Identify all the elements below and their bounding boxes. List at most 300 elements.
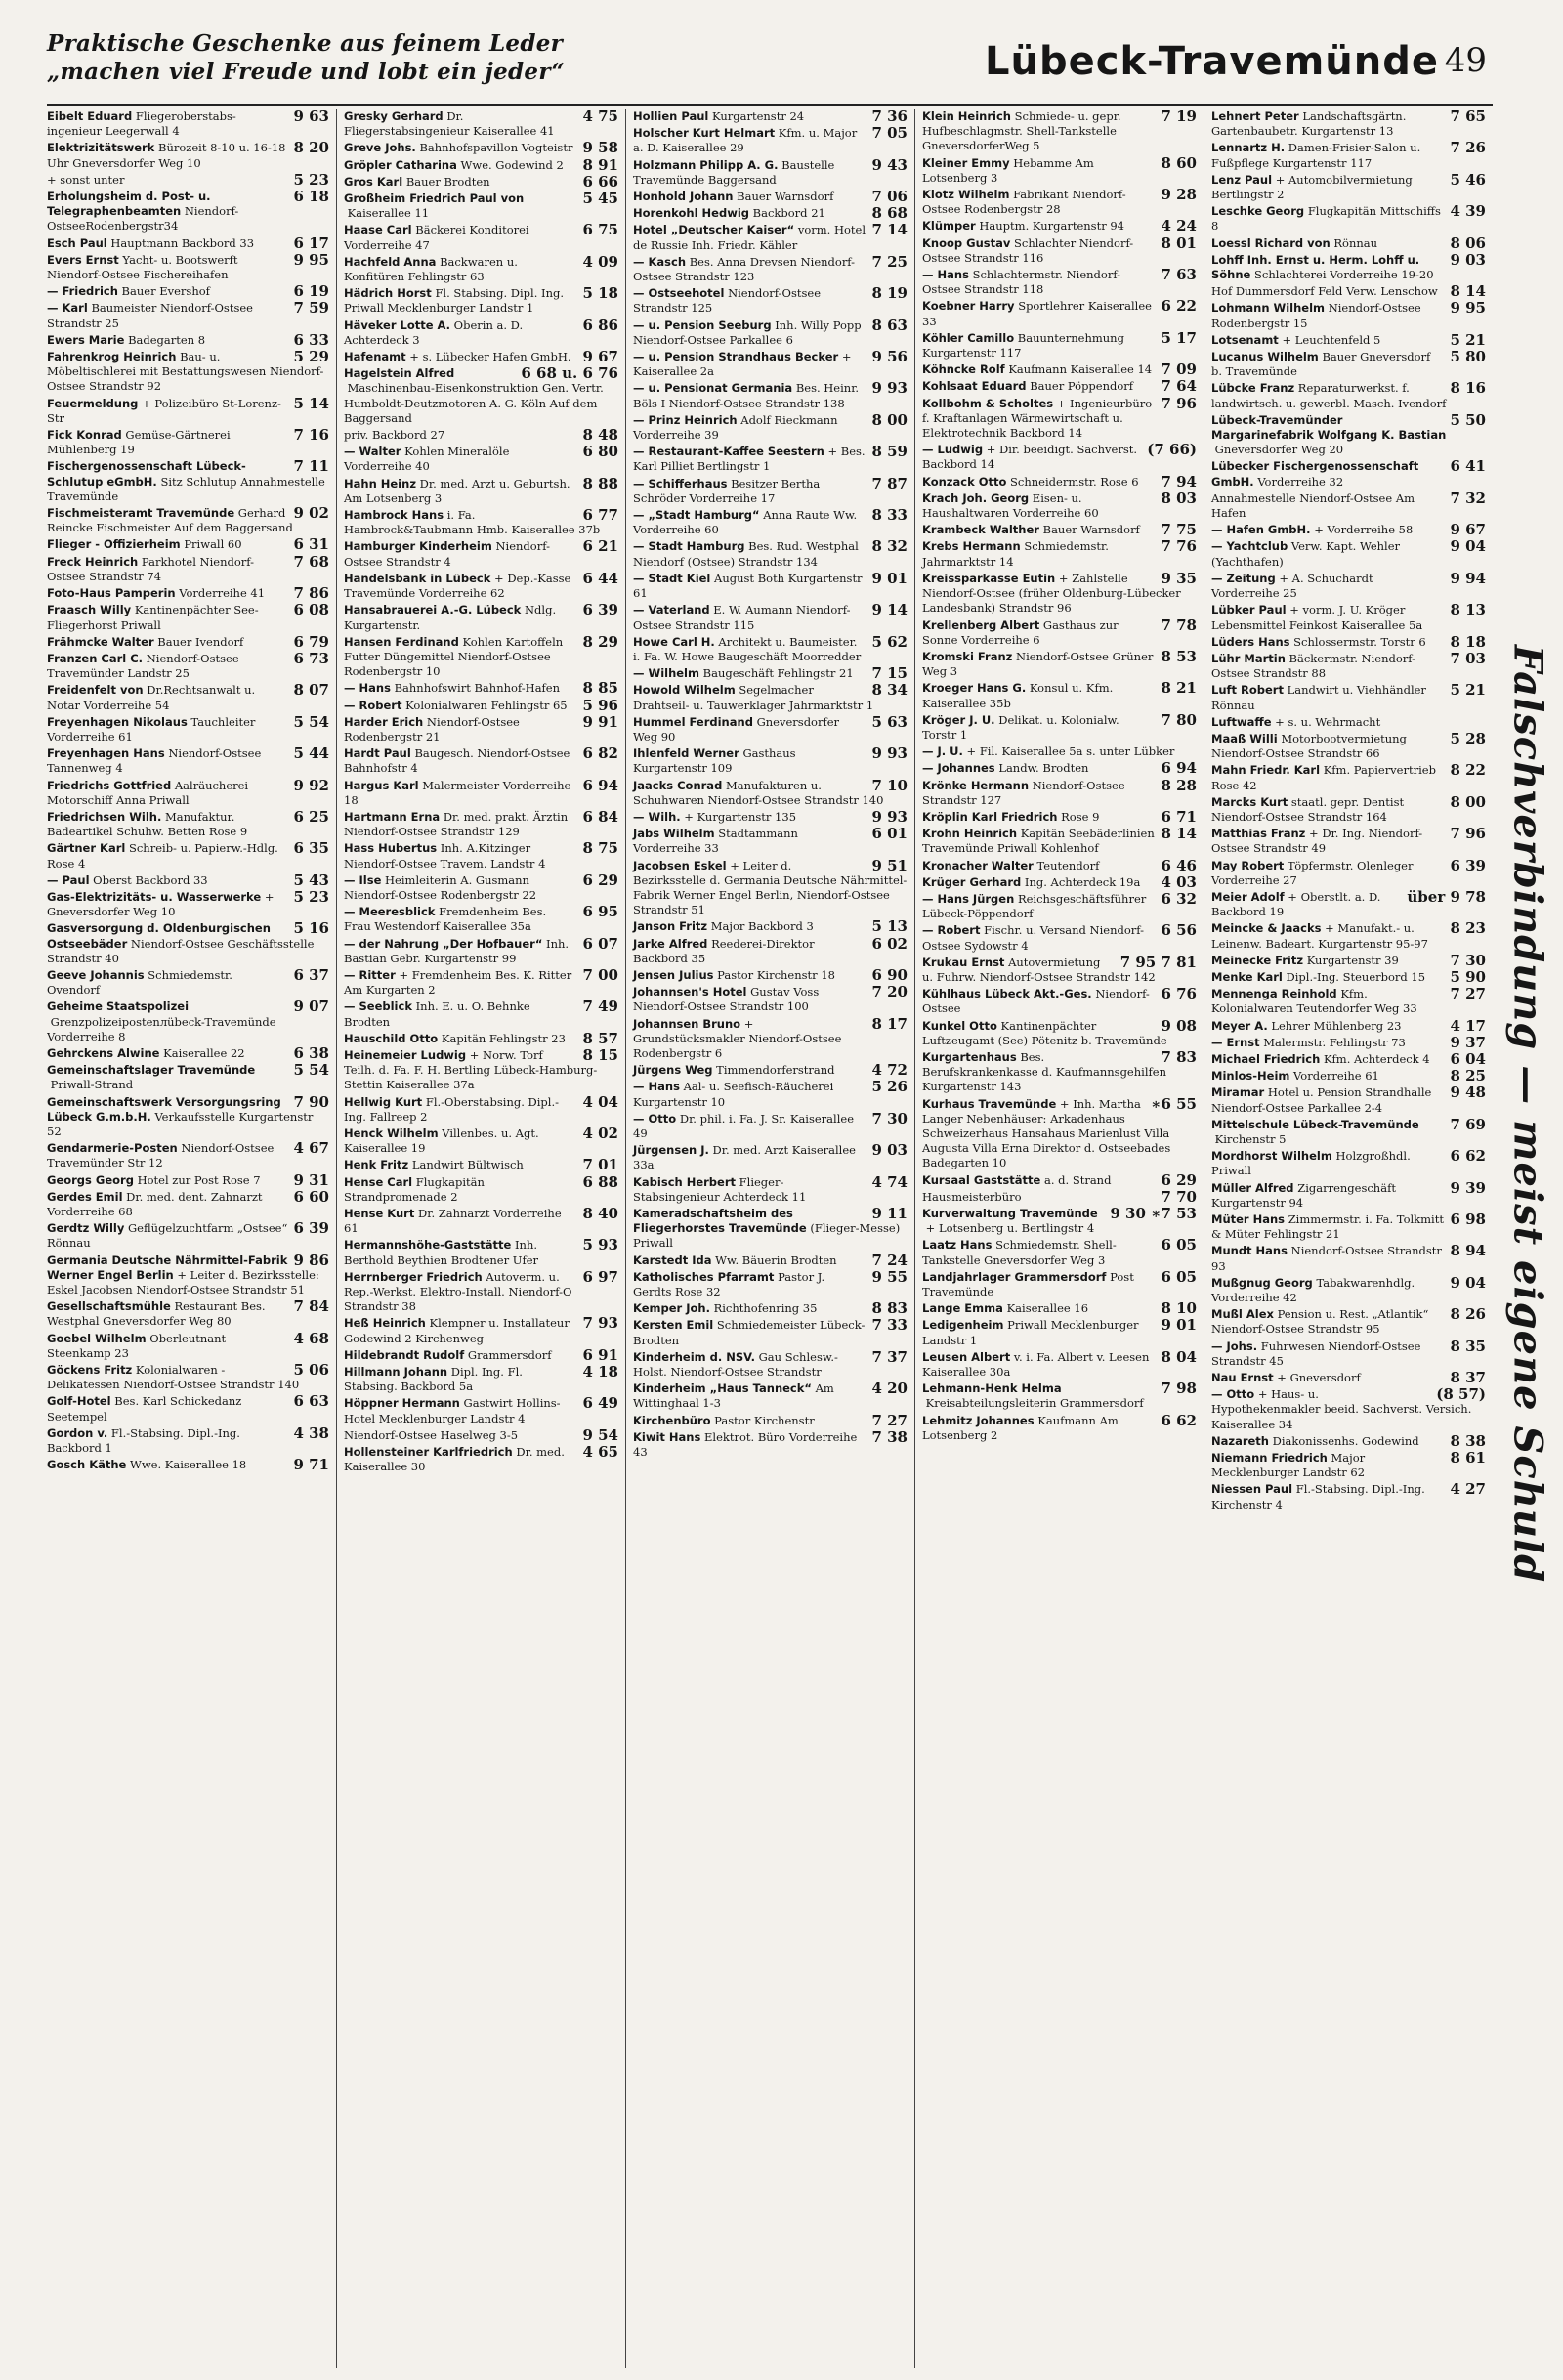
phone-number: 5 23	[293, 170, 329, 189]
directory-entry	[922, 681, 1197, 710]
phone-number: 6 97	[582, 1267, 618, 1286]
directory-entry	[633, 410, 908, 443]
directory-entry	[344, 746, 618, 776]
directory-entry	[1211, 141, 1486, 170]
entry-name: Foto-Haus Pamperin	[47, 586, 176, 601]
entry-name: Fischergenossenschaft Lübeck-Schlutup eGmbH.	[47, 459, 246, 489]
entry-name: — Seeblick	[344, 999, 412, 1014]
entry-name: Niessen Paul	[1211, 1482, 1293, 1497]
entry-description: Fuhrwesen Niendorf-Ostsee Strandstr 45	[1211, 1339, 1421, 1368]
directory-entry	[922, 923, 1197, 953]
entry-name: Krebs Hermann	[922, 539, 1021, 554]
entry-name: Gemeinschaftswerk Versorgungsring Lübeck G.m.b.H.	[47, 1094, 281, 1124]
entry-name: Meyer A.	[1211, 1018, 1268, 1033]
entry-description: + Leuchtenfeld 5	[1282, 332, 1381, 347]
phone-number: 6 33	[293, 330, 329, 349]
directory-entry	[344, 873, 618, 903]
entry-description: Malermeister Vorderreihe 18	[344, 778, 571, 807]
entry-name: Lennartz H.	[1211, 141, 1286, 155]
directory-entry	[1211, 410, 1486, 458]
directory-entry	[1211, 683, 1486, 712]
phone-number: 5 54	[293, 1061, 329, 1080]
phone-number: 8 88	[582, 474, 618, 492]
entry-description: Backwaren u. Konfitüren Fehlingstr 63	[344, 254, 518, 284]
entry-name: Hädrich Horst	[344, 286, 432, 301]
entry-name: Lübeck-Travemünder Margarinefabrik Wolfgang K. Bastian	[1211, 412, 1447, 443]
entry-description: Vorderreihe 61	[1293, 1069, 1379, 1084]
phone-number: 6 39	[1450, 856, 1486, 874]
entry-description: Schmiedemstr. Ovendorf	[47, 967, 232, 998]
phone-number: 8 29	[582, 632, 618, 651]
entry-name: Flieger - Offizierheim	[47, 537, 181, 552]
entry-description: Niendorf-Ostsee Rodenbergstr 21	[344, 714, 520, 744]
directory-column-2	[336, 109, 625, 2368]
directory-entry	[922, 569, 1197, 616]
entry-name: — u. Pension Seeburg	[633, 318, 772, 332]
phone-number: 9 01	[871, 569, 908, 587]
entry-name: Jacobsen Eskel	[633, 858, 727, 872]
entry-description: Kfm. u. Major a. D. Kaiserallee 29	[633, 126, 858, 155]
directory-entry	[47, 1394, 329, 1424]
directory-entry	[922, 710, 1197, 743]
directory-entry	[1211, 350, 1486, 379]
entry-description: Baumeister Niendorf-Ostsee Strandstr 25	[47, 301, 253, 330]
phone-number: 7 95 7 81	[1119, 953, 1197, 971]
phone-number: 5 06	[293, 1361, 329, 1380]
directory-entry	[1211, 250, 1486, 282]
entry-name: Niemann Friedrich	[1211, 1451, 1328, 1466]
phone-number: 6 84	[582, 807, 618, 826]
phone-number: 6 46	[1161, 856, 1197, 874]
entry-name: Henk Fritz	[344, 1158, 409, 1172]
entry-description: E. W. Aumann Niendorf-Ostsee Strandstr 115	[633, 603, 851, 632]
phone-number: 9 07	[293, 998, 329, 1016]
directory-entry	[1211, 951, 1486, 969]
phone-number: 9 01	[1161, 1316, 1197, 1335]
directory-entry	[1211, 459, 1486, 489]
entry-description: Schlachterei Vorderreihe 19-20	[1254, 268, 1434, 282]
entry-description: Töpfermstr. Olenleger Vorderreihe 27	[1211, 858, 1414, 887]
entry-name: Lohmann Wilhelm	[1211, 301, 1326, 316]
entry-description: Kaufmann Kaiserallee 14	[1008, 362, 1153, 377]
entry-description: Fl.-Stabsing. Dipl.-Ing. Backbord 1	[47, 1425, 240, 1456]
entry-name: Fick Konrad	[47, 428, 122, 443]
entry-name: Krönke Hermann	[922, 778, 1030, 792]
entry-description: Reederei-Direktor Backbord 35	[633, 936, 815, 965]
entry-description: Bau- u. Möbeltischlerei mit Bestattungswesen Niendorf-Ostsee Strandstr 92	[47, 350, 324, 394]
phone-number: 5 63	[871, 712, 908, 731]
phone-number: 7 30	[871, 1109, 908, 1127]
phone-number: 6 63	[293, 1392, 329, 1411]
entry-name: — Prinz Heinrich	[633, 412, 738, 427]
entry-description: Manufaktur. Badeartikel Schuhw. Betten Rose 9	[47, 809, 248, 839]
entry-description: Fl.-Stabsing. Dipl.-Ing. Kirchenstr 4	[1211, 1482, 1425, 1511]
entry-description: Kohlen Mineralöle Vorderreihe 40	[344, 445, 510, 474]
entry-description: + Fremdenheim Bes. K. Ritter Am Kurgarten 2	[344, 967, 572, 998]
entry-name: Esch Paul	[47, 235, 107, 250]
entry-description: + Dir. beeidigt. Sachverst. Backbord 14	[922, 443, 1137, 472]
entry-name: — Robert	[922, 923, 981, 938]
directory-entry	[633, 190, 908, 204]
entry-description: Autoverm. u. Rep.-Werkst. Elektro-Install. Niendorf-O Strandstr 38	[344, 1269, 572, 1314]
phone-number: 7 83	[1161, 1047, 1197, 1066]
entry-description: Hauptm. Kurgartenstr 94	[979, 219, 1124, 234]
phone-number: 8 59	[871, 443, 908, 461]
entry-description: Gneversdorfer Weg 90	[633, 714, 840, 744]
phone-number: 8 01	[1161, 234, 1197, 252]
entry-description: Bes. Heinr. Böls I Niendorf-Ostsee Strandstr 138	[633, 381, 860, 410]
entry-description: Bauer Ivendorf	[157, 634, 244, 649]
phone-number: 6 19	[293, 282, 329, 301]
directory-entry	[1211, 1049, 1486, 1068]
phone-number: 9 30 ∗7 53	[1110, 1205, 1197, 1223]
phone-number: 8 34	[871, 681, 908, 700]
phone-number: 8 61	[1450, 1449, 1486, 1467]
entry-description: Diakonissenhs. Godewind	[1272, 1433, 1419, 1448]
entry-name: Hansen Ferdinand	[344, 634, 459, 649]
directory-entry	[633, 252, 908, 284]
phone-number: 7 90	[293, 1092, 329, 1111]
directory-entry	[922, 987, 1197, 1016]
phone-number: 6 94	[582, 776, 618, 794]
directory-entry	[1211, 987, 1486, 1016]
phone-number: 6 95	[582, 903, 618, 921]
directory-entry	[633, 126, 908, 155]
entry-name: Kühlhaus Lübeck Akt.-Ges.	[922, 987, 1092, 1001]
entry-name: — Johannes	[922, 761, 995, 776]
entry-name: Kemper Joh.	[633, 1301, 710, 1316]
phone-number: 6 62	[1161, 1411, 1197, 1429]
entry-description: Klempner u. Installateur Godewind 2 Kirchenweg	[344, 1316, 570, 1345]
entry-name: Knoop Gustav	[922, 235, 1011, 250]
entry-name: Kleiner Emmy	[922, 155, 1010, 170]
phone-number: 6 39	[293, 1219, 329, 1238]
entry-name: Freck Heinrich	[47, 554, 139, 569]
phone-number: 7 69	[1450, 1115, 1486, 1133]
entry-name: — Ritter	[344, 967, 396, 982]
entry-name: Krambeck Walther	[922, 523, 1039, 537]
phone-number: 8 38	[1450, 1431, 1486, 1450]
phone-number: 6 49	[582, 1394, 618, 1413]
entry-description: Ww. Bäuerin Brodten	[715, 1253, 837, 1267]
phone-number: 7 06	[871, 188, 908, 206]
phone-number: 7 37	[871, 1347, 908, 1366]
entry-description: + Oberstlt. a. D. Backbord 19	[1211, 889, 1381, 919]
directory-entry	[1211, 856, 1486, 888]
directory-entry	[633, 381, 908, 410]
phone-number: 9 92	[293, 776, 329, 794]
directory-entry	[1211, 649, 1486, 681]
phone-number: 9 55	[871, 1267, 908, 1286]
entry-description: staatl. gepr. Dentist Niendorf-Ostsee Strandstr 164	[1211, 794, 1405, 824]
phone-number: 8 03	[1161, 489, 1197, 507]
entry-description: Besitzer Bertha Schröder Vorderreihe 17	[633, 476, 821, 505]
phone-number: 5 90	[1450, 967, 1486, 986]
entry-description: Dr. med. dent. Zahnarzt Vorderreihe 68	[47, 1189, 263, 1219]
entry-description: Geflügelzuchtfarm „Ostsee“ Rönnau	[47, 1221, 288, 1251]
entry-name: Gesellschaftsmühle	[47, 1299, 171, 1314]
entry-name: Hambrock Hans	[344, 508, 444, 523]
directory-entry	[344, 569, 618, 601]
entry-name: Gerdtz Willy	[47, 1221, 125, 1236]
directory-entry	[1211, 301, 1486, 330]
phone-number: 5 96	[582, 696, 618, 714]
entry-name: Holscher Kurt Helmart	[633, 126, 776, 141]
phone-number: 9 04	[1450, 537, 1486, 556]
directory-entry	[47, 712, 329, 744]
entry-description: Dipl.-Ing. Steuerbord 15	[1286, 969, 1426, 984]
entry-description: Bürozeit 8-10 u. 16-18 Uhr Gneversdorfer Weg 10	[47, 141, 286, 170]
phone-number: 7 19	[1161, 109, 1197, 125]
entry-description: + Polizeibüro St-Lorenz-Str	[47, 396, 281, 425]
entry-description: priv. Backbord 27	[344, 428, 445, 443]
entry-description: + A. Schuchardt Vorderreihe 25	[1211, 571, 1373, 601]
entry-name: — Karl	[47, 301, 88, 316]
phone-number: 9 31	[293, 1170, 329, 1189]
directory-entry	[922, 1301, 1197, 1316]
entry-name: Gas-Elektrizitäts- u. Wasserwerke	[47, 889, 262, 904]
directory-entry	[922, 1318, 1197, 1347]
directory-entry	[47, 1426, 329, 1456]
entry-name: Meincke & Jaacks	[1211, 921, 1322, 936]
entry-name: Goebel Wilhelm	[47, 1331, 147, 1345]
slogan-line-1: Praktische Geschenke aus feinem Leder	[47, 30, 564, 57]
directory-entry	[633, 1172, 908, 1205]
entry-name: Holzmann Philipp A. G.	[633, 157, 779, 172]
directory-entry	[922, 776, 1197, 808]
entry-name: — der Nahrung „Der Hofbauer“	[344, 936, 543, 951]
entry-name: — Hans Jürgen	[922, 891, 1015, 906]
entry-name: Krukau Ernst	[922, 955, 1005, 969]
phone-number: 9 39	[1450, 1178, 1486, 1197]
phone-number: 7 09	[1161, 361, 1197, 379]
directory-entry	[922, 299, 1197, 328]
phone-number: 7 86	[293, 584, 329, 603]
entry-name: — Zeitung	[1211, 571, 1276, 585]
entry-description: Dr.Rechtsanwalt u. Notar Vorderreihe 54	[47, 683, 256, 712]
entry-name: — Yachtclub	[1211, 539, 1288, 554]
entry-description: Schmiede- u. gepr. Hufbeschlagmstr. Shell-Tankstelle GneversdorferWeg 5	[922, 109, 1121, 153]
phone-number: 5 29	[293, 348, 329, 366]
entry-description: Hauptmann Backbord 33	[110, 235, 255, 250]
entry-description: Tauchleiter Vorderreihe 61	[47, 714, 256, 744]
directory-entry	[922, 1411, 1197, 1443]
directory-column-1	[47, 109, 336, 2368]
phone-number: 7 59	[293, 299, 329, 318]
entry-description: Kaiserallee 16	[1006, 1301, 1089, 1316]
entry-name: Mußl Alex	[1211, 1307, 1274, 1322]
entry-description: Rose 9	[1061, 809, 1100, 824]
entry-description: + Kaiserallee 2a	[633, 350, 852, 379]
entry-description: Niendorf-Ostsee Grüner Weg 3	[922, 649, 1154, 679]
directory-entry	[633, 1014, 908, 1062]
directory-entry	[344, 1207, 618, 1236]
entry-name: — Ilse	[344, 872, 382, 887]
entry-description: Fl.-Oberstabsing. Dipl.-Ing. Fallreep 2	[344, 1094, 560, 1124]
entry-name: Krohn Heinrich	[922, 827, 1018, 841]
phone-number: 9 54	[582, 1425, 618, 1444]
directory-entry	[922, 1047, 1197, 1095]
entry-name: Gordon v.	[47, 1425, 108, 1440]
phone-number: 6 41	[1450, 457, 1486, 476]
phone-number: 6 17	[293, 234, 329, 252]
entry-description: Hebamme Am Lotsenberg 3	[922, 155, 1094, 185]
phone-number: 4 20	[871, 1380, 908, 1398]
directory-entry	[633, 746, 908, 776]
entry-description: Sitz Schlutup Annahmestelle Travemünde	[47, 474, 325, 503]
directory-entry	[344, 905, 618, 934]
entry-description: Ndlg. Kurgartenstr.	[344, 603, 557, 632]
directory-entry	[47, 428, 329, 457]
directory-entry	[47, 170, 329, 189]
entry-name: Fahrenkrog Heinrich	[47, 350, 177, 364]
directory-entry	[344, 141, 618, 155]
directory-entry	[922, 268, 1197, 297]
entry-description: Timmendorferstrand	[716, 1063, 835, 1078]
directory-entry	[47, 236, 329, 251]
directory-entry	[1211, 1016, 1486, 1035]
phone-number: 7 65	[1450, 109, 1486, 125]
phone-number: 6 29	[1161, 1170, 1197, 1189]
entry-name: Klein Heinrich	[922, 109, 1011, 123]
entry-description: Bauer Warnsdorf	[737, 190, 834, 204]
entry-description: Wwe. Godewind 2	[460, 157, 564, 172]
directory-entry	[633, 206, 908, 221]
directory-entry	[633, 632, 908, 664]
phone-number: 7 20	[871, 983, 908, 1001]
directory-entry	[633, 569, 908, 601]
entry-description: + Gneversdorfer Weg 10	[47, 889, 275, 919]
phone-number: 6 22	[1161, 297, 1197, 316]
directory-entry	[922, 472, 1197, 490]
directory-entry	[344, 1045, 618, 1093]
entry-description: Motorbootvermietung Niendorf-Ostsee Strandstr 66	[1211, 731, 1407, 761]
entry-name: Kollbohm & Scholtes	[922, 396, 1054, 410]
entry-description: Landwirt Bültwisch	[411, 1158, 524, 1172]
entry-description: Inh. E. u. O. Behnke Brodten	[344, 999, 530, 1029]
entry-description: Anna Raute Ww. Vorderreihe 60	[633, 508, 858, 537]
entry-description: Fremdenheim Bes. Frau Westendorf Kaiserallee 35a	[344, 905, 547, 934]
directory-entry	[47, 1092, 329, 1140]
entry-name: Hollensteiner Karlfriedrich	[344, 1445, 513, 1460]
phone-number: 9 03	[1450, 250, 1486, 269]
entry-description: Bahnhofspavillon Vogteistr	[419, 141, 573, 155]
directory-entry	[633, 807, 908, 826]
entry-name: Nazareth	[1211, 1433, 1269, 1448]
entry-name: Kronacher Walter	[922, 858, 1034, 872]
directory-entry	[1211, 1307, 1486, 1337]
entry-name: Krach Joh. Georg	[922, 490, 1030, 505]
phone-number: 6 29	[582, 871, 618, 889]
directory-entry	[922, 394, 1197, 442]
entry-name: Howold Wilhelm	[633, 683, 736, 698]
entry-description: + Gneversdorf	[1277, 1371, 1361, 1385]
phone-number: 8 15	[582, 1045, 618, 1064]
entry-name: Menke Karl	[1211, 969, 1283, 984]
phone-number: 5 50	[1450, 410, 1486, 429]
directory-entry	[344, 445, 618, 474]
entry-name: — Ostseehotel	[633, 286, 725, 301]
phone-number: 4 18	[582, 1363, 618, 1381]
directory-entry	[922, 744, 1197, 759]
entry-description: Baugeschäft Fehlingstr 21	[702, 666, 854, 681]
phone-number: 5 46	[1450, 170, 1486, 189]
entry-name: Lübcke Franz	[1211, 381, 1295, 396]
phone-number: 8 57	[582, 1029, 618, 1047]
entry-name: Hauschild Otto	[344, 1031, 439, 1045]
directory-entry	[922, 1016, 1197, 1048]
phone-number: 6 80	[582, 443, 618, 461]
entry-description: Fabrikant Niendorf-Ostsee Rodenbergstr 28	[922, 188, 1126, 217]
entry-description: + s. Lübecker Hafen GmbH.	[409, 350, 571, 364]
phone-number: 8 63	[871, 316, 908, 334]
entry-description: Backbord 21	[752, 206, 825, 221]
entry-name: — J. U.	[922, 744, 963, 759]
directory-entry	[47, 1141, 329, 1170]
directory-entry	[1211, 170, 1486, 202]
entry-description: Bes. Berufskrankenkasse d. Kaufmannsgehilfen Kurgartenstr 143	[922, 1049, 1166, 1094]
directory-entry	[344, 999, 618, 1029]
entry-description: + s. u. Wehrmacht	[1275, 714, 1381, 729]
directory-entry	[47, 1221, 329, 1251]
entry-name: Köhncke Rolf	[922, 362, 1005, 377]
entry-name: — Robert	[344, 698, 402, 712]
directory-entry	[1211, 1371, 1486, 1385]
entry-name: — Hafen GmbH.	[1211, 523, 1311, 537]
entry-name: Hense Kurt	[344, 1207, 415, 1221]
entry-name: Harder Erich	[344, 714, 424, 729]
entry-description: Inh. A.Kitzinger Niendorf-Ostsee Travem. Landstr 4	[344, 841, 546, 871]
entry-description: Damen-Frisier-Salon u. Fußpflege Kurgartenstr 117	[1211, 141, 1421, 170]
phone-number: 4 24	[1161, 217, 1197, 235]
entry-name: Koebner Harry	[922, 299, 1015, 314]
entry-name: Hass Hubertus	[344, 841, 438, 856]
entry-description: Post Travemünde	[922, 1269, 1134, 1299]
directory-entry	[922, 539, 1197, 569]
phone-number: 6 56	[1161, 921, 1197, 940]
entry-name: Jaacks Conrad	[633, 778, 723, 792]
entry-description: Dipl. Ing. Fl. Stabsing. Backbord 5a	[344, 1365, 523, 1394]
entry-name: Göckens Fritz	[47, 1363, 133, 1378]
entry-description: Badegarten 8	[128, 332, 206, 347]
entry-name: Kinderheim d. NSV.	[633, 1349, 755, 1364]
phone-number: 8 60	[1161, 153, 1197, 172]
entry-name: Kröger J. U.	[922, 712, 995, 727]
phone-number: 7 63	[1161, 266, 1197, 284]
directory-entry	[47, 301, 329, 330]
entry-description: Oberin a. D. Achterdeck 3	[344, 318, 524, 347]
entry-name: Leschke Georg	[1211, 204, 1305, 219]
entry-name: Hamburger Kinderheim	[344, 539, 492, 554]
phone-number: 7 78	[1161, 616, 1197, 634]
entry-name: Karstedt Ida	[633, 1253, 712, 1267]
phone-number: 7 11	[293, 457, 329, 476]
entry-description: Parkhotel Niendorf-Ostsee Strandstr 74	[47, 554, 254, 583]
entry-name: Lange Emma	[922, 1301, 1003, 1316]
entry-name: Elektrizitätswerk	[47, 141, 155, 155]
phone-number: 8 25	[1450, 1067, 1486, 1085]
entry-name: — Hans	[344, 681, 391, 696]
directory-entry	[344, 252, 618, 284]
phone-number: 9 14	[871, 601, 908, 619]
phone-number: 8 23	[1450, 919, 1486, 938]
entry-description: Bäckerei Konditorei Vorderreihe 47	[344, 223, 529, 252]
directory-entry	[344, 934, 618, 966]
directory-entry	[633, 1063, 908, 1078]
entry-name: Mahn Friedr. Karl	[1211, 763, 1321, 778]
entry-name: Johannsen's Hotel	[633, 985, 747, 999]
directory-entry	[1211, 603, 1486, 632]
